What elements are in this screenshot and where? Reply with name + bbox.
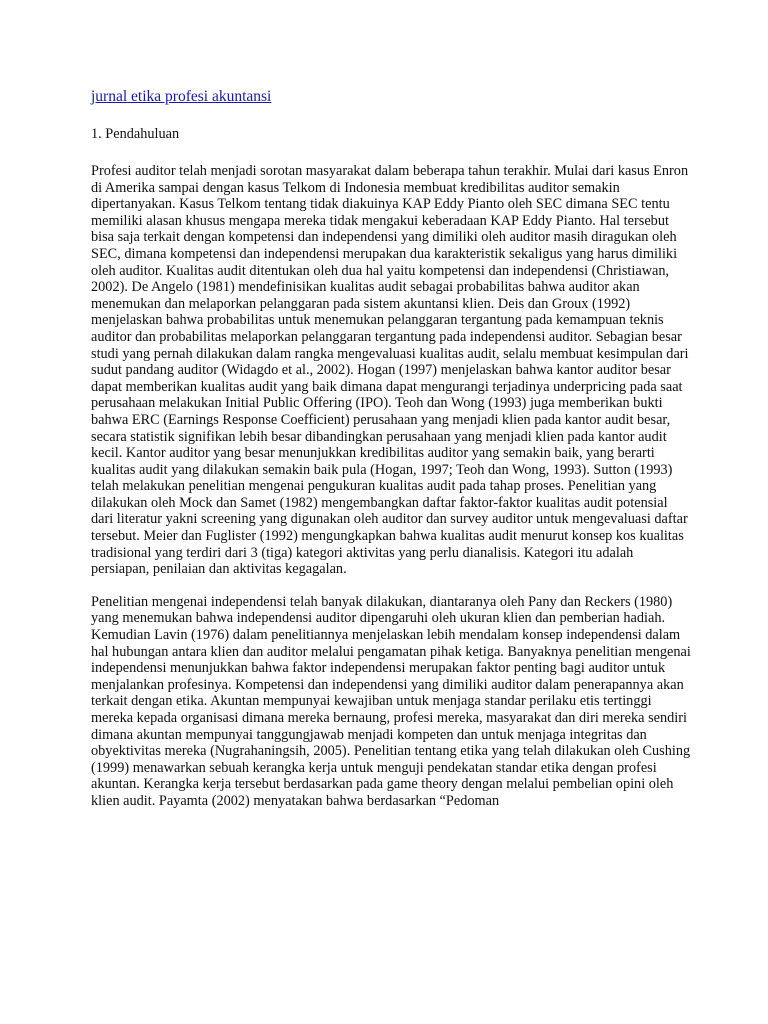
document-title-link[interactable]: jurnal etika profesi akuntansi [91, 88, 272, 105]
section-heading: 1. Pendahuluan [91, 126, 180, 142]
paragraph-1: Profesi auditor telah menjadi sorotan masyarakat dalam beberapa tahun terakhir. Mulai dari kasus Enron di Amerika sampai dengan kasus Telkom di Indonesia membuat kredibilitas auditor semakin dipertanyakan. Kasus Telkom tentang tidak diakuinya KAP Eddy Pianto oleh SEC dimana SEC tentu memiliki alasan khusus mengapa mereka tidak mengakui keberadaan KAP Eddy Pianto. Hal tersebut bisa saja terkait dengan kompetensi dan independensi yang dimiliki oleh auditor masih diragukan oleh SEC, dimana kompetensi dan independensi merupakan dua karakteristik sekaligus yang harus dimiliki oleh auditor. Kualitas audit ditentukan oleh dua hal yaitu kompetensi dan independensi (Christiawan, 2002). De Angelo (1981) mendefinisikan kualitas audit sebagai probabilitas bahwa auditor akan menemukan dan melaporkan pelanggaran pada sistem akuntansi klien. Deis dan Groux (1992) menjelaskan bahwa probabilitas untuk menemukan pelanggaran tergantung pada kemampuan teknis auditor dan probabilitas melaporkan pelanggaran tergantung pada independensi auditor. Sebagian besar studi yang pernah dilakukan dalam rangka mengevaluasi kualitas audit, selalu membuat kesimpulan dari sudut pandang auditor (Widagdo et al., 2002). Hogan (1997) menjelaskan bahwa kantor auditor besar dapat memberikan kualitas audit yang baik dimana dapat mengurangi terjadinya underpricing pada saat perusahaan melakukan Initial Public Offering (IPO). Teoh dan Wong (1993) juga memberikan bukti bahwa ERC (Earnings Response Coefficient) perusahaan yang menjadi klien pada kantor audit besar, secara statistik signifikan lebih besar dibandingkan perusahaan yang menjadi klien pada kantor audit kecil. Kantor auditor yang besar menunjukkan kredibilitas auditor yang semakin baik, yang berarti kualitas audit yang dilakukan semakin baik pula (Hogan, 1997; Teoh dan Wong, 1993). Sutton (1993) telah melakukan penelitian mengenai pengukuran kualitas audit pada tahap proses. Penelitian yang dilakukan oleh Mock dan Samet (1982) mengembangkan daftar faktor-faktor kualitas audit potensial dari literatur yakni screening yang digunakan oleh auditor dan survey auditor untuk mengevaluasi daftar tersebut. Meier dan Fuglister (1992) mengungkapkan bahwa kualitas audit menurut konsep kos kualitas tradisional yang terdiri dari 3 (tiga) kategori aktivitas yang perlu dianalisis. Kategori itu adalah persiapan, penilaian dan aktivitas kegagalan. [91, 163, 689, 578]
paragraph-2: Penelitian mengenai independensi telah banyak dilakukan, diantaranya oleh Pany dan Reckers (1980) yang menemukan bahwa independensi auditor dipengaruhi oleh ukuran klien dan pemberian hadiah. Kemudian Lavin (1976) dalam penelitiannya menjelaskan lebih mendalam konsep independensi dalam hal hubungan antara klien dan auditor melalui pengamatan pihak ketiga. Banyaknya penelitian mengenai independensi menunjukkan bahwa faktor independensi merupakan faktor penting bagi auditor untuk menjalankan profesinya. Kompetensi dan independensi yang dimiliki auditor dalam penerapannya akan terkait dengan etika. Akuntan mempunyai kewajiban untuk menjaga standar perilaku etis tertinggi mereka kepada organisasi dimana mereka bernaung, profesi mereka, masyarakat dan diri mereka sendiri dimana akuntan mempunyai tanggungjawab menjadi kompeten dan untuk menjaga integritas dan obyektivitas mereka (Nugrahaningsih, 2005). Penelitian tentang etika yang telah dilakukan oleh Cushing (1999) menawarkan sebuah kerangka kerja untuk menguji pendekatan standar etika dengan profesi akuntan. Kerangka kerja tersebut berdasarkan pada game theory dengan melalui pembelian opini oleh klien audit. Payamta (2002) menyatakan bahwa berdasarkan “Pedoman [91, 593, 691, 809]
document-page [91, 88, 691, 810]
